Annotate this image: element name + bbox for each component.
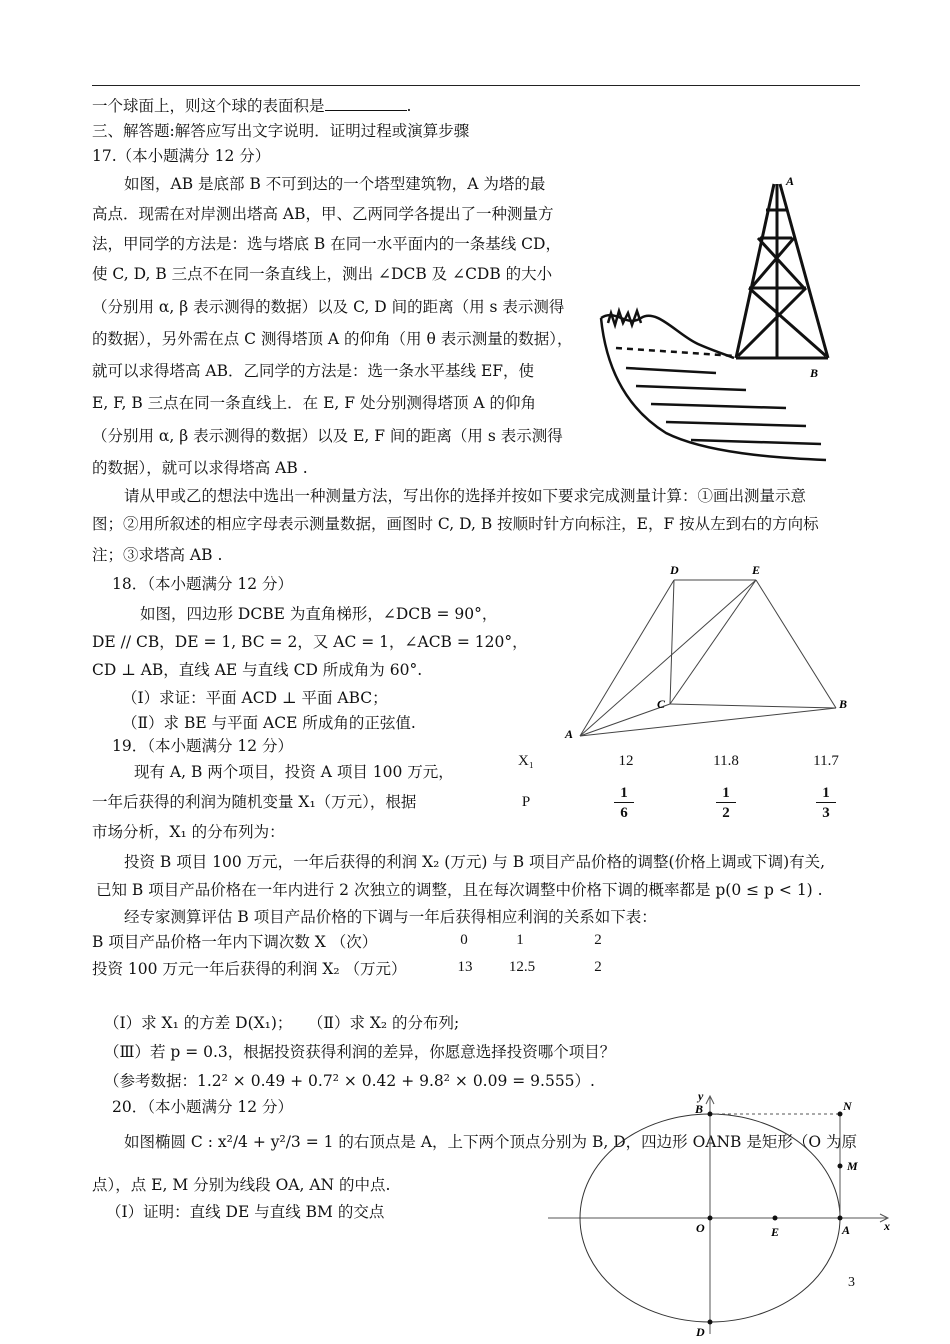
table1-value-2: 11.8 [713,753,739,769]
label-M: M [847,1159,858,1173]
label-A: A [565,727,574,741]
label-x: x [884,1219,890,1233]
q18-line-2: DE // CB，DE = 1, BC = 2，又 AC = 1，∠ACB = 120°， [92,633,528,651]
table1-value-3: 11.7 [813,753,839,769]
point-E [773,1216,778,1221]
trapezoid-figure [560,560,860,750]
q17-line-10: 的数据），就可以求得塔高 AB . [92,459,308,477]
prob-3-denominator: 3 [822,805,830,821]
table2-row2-c2: 12.5 [508,959,536,975]
q18-line-4: （Ⅰ）求证：平面 ACD ⊥ 平面 ABC； [122,689,388,707]
q20-heading: 20．（本小题满分 12 分） [112,1098,294,1116]
q17-line-13: 注；③求塔高 AB . [92,546,223,564]
river-bank [601,311,826,460]
label-N: N [843,1099,852,1113]
prob-2-denominator: 2 [722,805,730,821]
q19-line-6: 经专家测算评估 B 项目产品价格的下调与一年后获得相应利润的关系如下表： [124,908,657,926]
label-E: E [771,1225,780,1239]
label-D: D [670,563,679,577]
q20-line-1: 如图椭圆 C : x²/4 + y²/3 = 1 的右顶点是 A，上下两个顶点分别为 B, D，四边形 OANB 是矩形（O 为原 [124,1133,857,1151]
table2-row1-label: B 项目产品价格一年内下调次数 X （次） [92,933,378,951]
q18-line-5: （Ⅱ）求 BE 与平面 ACE 所成角的正弦值. [122,714,416,732]
table1-prob-1 [614,784,634,823]
prob-1-denominator: 6 [620,805,628,821]
prob-3-numerator: 1 [816,784,836,803]
prob-1-numerator: 1 [614,784,634,803]
q17-line-7: 就可以求得塔高 AB．乙同学的方法是：选一条水平基线 EF，使 [92,362,535,380]
label-C: C [657,697,666,711]
table1-row-label-x: X₁ [517,753,535,769]
q19-line-4: 投资 B 项目 100 万元，一年后获得的利润 X₂ (万元) 与 B 项目产品价格的调整(价格上调或下调)有关, [124,853,826,871]
q19-heading: 19．（本小题满分 12 分） [112,737,294,755]
header-rule [92,85,860,86]
period: . [406,97,412,115]
q17-line-2: 高点．现需在对岸测出塔高 AB，甲、乙两同学各提出了一种测量方 [92,205,554,223]
q17-line-1: 如图，AB 是底部 B 不可到达的一个塔型建筑物，A 为塔的最 [124,175,546,193]
table2-row2-label: 投资 100 万元一年后获得的利润 X₂ （万元） [92,960,407,978]
q19-line-9: （参考数据：1.2² × 0.49 + 0.7² × 0.42 + 9.8² × 0.09 = 9.555）. [104,1072,595,1090]
q18-heading: 18．（本小题满分 12 分） [112,575,294,593]
label-E: E [752,563,761,577]
table2-row1-c1: 0 [460,932,468,948]
fill-blank-line [92,96,411,116]
edge-CB [670,704,836,708]
q17-line-6: 的数据），另外需在点 C 测得塔顶 A 的仰角（用 θ 表示测量的数据）， [92,330,573,348]
label-A: A [842,1223,851,1237]
q19-line-5: 已知 B 项目产品价格在一年内进行 2 次独立的调整，且在每次调整中价格下调的概率都是 p(0 ≤ p < 1) . [96,881,823,899]
page-number: 3 [848,1275,855,1290]
point-D [708,1320,713,1325]
tower-label-A: A [786,174,795,188]
q19-line-7: （Ⅰ）求 X₁ 的方差 D(X₁)； （Ⅱ）求 X₂ 的分布列; [104,1014,460,1032]
q17-line-11: 请从甲或乙的想法中选出一种测量方法，写出你的选择并按如下要求完成测量计算：①画出测量示意 [124,487,807,505]
section-heading: 三、解答题:解答应写出文字说明．证明过程或演算步骤 [92,122,470,140]
table1-value-1: 12 [618,753,634,769]
q19-line-2: 一年后获得的利润为随机变量 X₁（万元），根据 [92,793,417,811]
table2-row1-c2: 1 [516,932,524,948]
point-B [708,1112,713,1117]
q17-line-5: （分别用 α, β 表示测得的数据）以及 C, D 间的距离（用 s 表示测得 [92,298,565,316]
ellipse-figure [548,1088,900,1338]
fill-blank-text: 一个球面上，则这个球的表面积是 [92,97,325,115]
edge-DC [670,580,674,704]
edge-AE [580,580,756,736]
q17-line-12: 图；②用所叙述的相应字母表示测量数据，画图时 C, D, B 按顺时针方向标注，E，F 按从左到右的方向标 [92,515,819,533]
edge-EB [756,580,836,708]
edge-CE [670,580,756,704]
q19-line-1: 现有 A, B 两个项目，投资 A 项目 100 万元， [134,763,454,781]
tower-structure [736,184,828,358]
label-B: B [695,1102,704,1116]
q20-line-2: 点），点 E, M 分别为线段 OA, AN 的中点. [92,1176,391,1194]
label-y: y [698,1089,704,1103]
label-O: O [696,1221,705,1235]
point-A [838,1216,843,1221]
q17-heading: 17.（本小题满分 12 分） [92,147,271,165]
edge-AD [580,580,674,736]
point-M [838,1164,843,1169]
table2-row2-c3: 2 [594,959,602,975]
table2-row2-c1: 13 [457,959,473,975]
q18-line-3: CD ⊥ AB，直线 AE 与直线 CD 所成角为 60°. [92,661,423,679]
table1-prob-3 [816,784,836,823]
label-D: D [696,1325,705,1338]
prob-2-numerator: 1 [716,784,736,803]
q20-line-3: （Ⅰ）证明：直线 DE 与直线 BM 的交点 [106,1203,385,1221]
label-B: B [839,697,848,711]
q17-line-9: （分别用 α, β 表示测得的数据）以及 E, F 间的距离（用 s 表示测得 [92,427,563,445]
q19-line-8: （Ⅲ）若 p = 0.3，根据投资获得利润的差异，你愿意选择投资哪个项目？ [104,1043,616,1061]
point-O [708,1216,713,1221]
q17-line-8: E, F, B 三点在同一条直线上．在 E, F 处分别测得塔顶 A 的仰角 [92,394,537,412]
point-N [838,1112,843,1117]
q17-line-3: 法，甲同学的方法是：选与塔底 B 在同一水平面内的一条基线 CD， [92,235,561,253]
answer-blank [325,96,407,111]
q19-line-3: 市场分析，X₁ 的分布列为： [92,823,285,841]
q17-line-4: 使 C, D, B 三点不在同一条直线上，测出 ∠DCB 及 ∠CDB 的大小 [92,265,553,283]
tower-figure [596,168,836,468]
q18-line-1: 如图，四边形 DCBE 为直角梯形，∠DCB = 90°， [140,605,498,623]
table2-row1-c3: 2 [594,932,602,948]
table1-row-label-p: P [521,794,531,810]
tower-label-B: B [810,366,819,380]
table1-prob-2 [716,784,736,823]
